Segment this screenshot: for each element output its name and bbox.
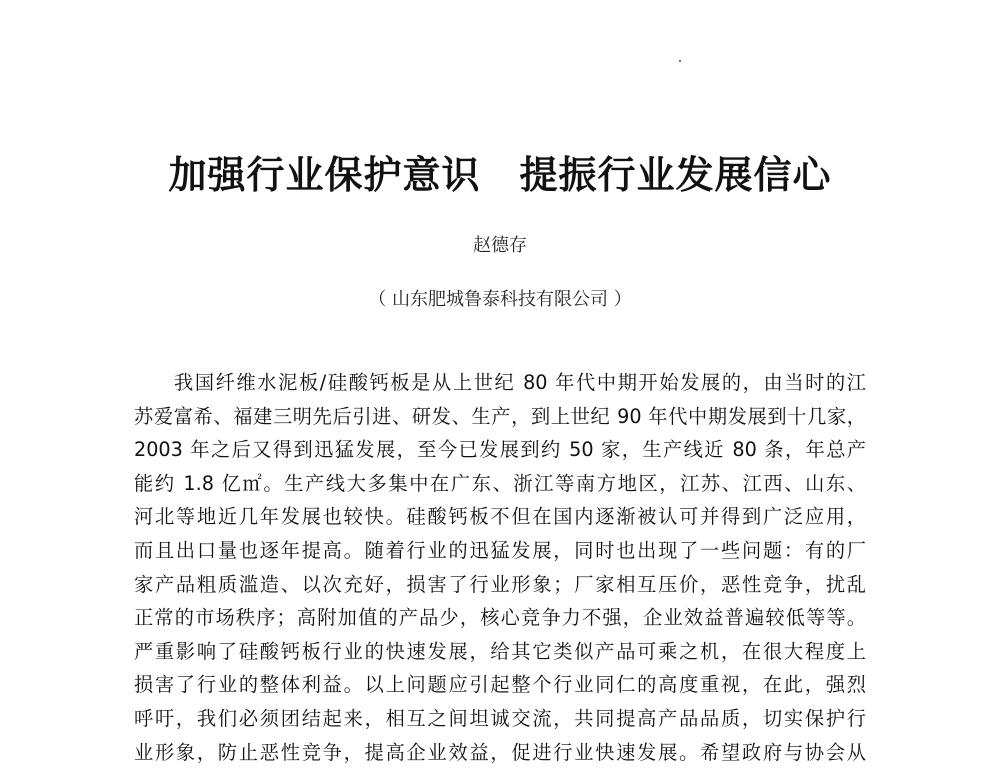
body-line: 苏爱富希、福建三明先后引进、研发、生产，到上世纪 90 年代中期发展到十几家， bbox=[134, 404, 866, 428]
body-line: 家产品粗质滥造、以次充好，损害了行业形象；厂家相互压价，恶性竞争，扰乱 bbox=[134, 572, 866, 596]
body-line: 河北等地近几年发展也较快。硅酸钙板不但在国内逐渐被认可并得到广泛应用， bbox=[134, 505, 866, 529]
speck-mark bbox=[679, 60, 681, 62]
body-line: 而且出口量也逐年提高。随着行业的迅猛发展，同时也出现了一些问题：有的厂 bbox=[134, 538, 866, 562]
body-line: 正常的市场秩序；高附加值的产品少，核心竞争力不强，企业效益普遍较低等等。 bbox=[134, 606, 866, 630]
body-line: 呼吁，我们必须团结起来，相互之间坦诚交流，共同提高产品品质，切实保护行 bbox=[134, 706, 866, 730]
author-name: 赵德存 bbox=[473, 235, 527, 256]
body-line: 能约 1.8 亿㎡。生产线大多集中在广东、浙江等南方地区，江苏、江西、山东、 bbox=[134, 471, 866, 495]
body-line: 损害了行业的整体利益。以上问题应引起整个行业同仁的高度重视，在此，强烈 bbox=[134, 673, 866, 697]
body-paragraph bbox=[134, 366, 866, 769]
body-line: 业形象，防止恶性竞争，提高企业效益，促进行业快速发展。希望政府与协会从 bbox=[134, 740, 866, 764]
body-line: 我国纤维水泥板/硅酸钙板是从上世纪 80 年代中期开始发展的，由当时的江 bbox=[174, 371, 866, 394]
body-line: 严重影响了硅酸钙板行业的快速发展，给其它类似产品可乘之机，在很大程度上 bbox=[134, 639, 866, 663]
article-title: 加强行业保护意识 提振行业发展信心 bbox=[168, 152, 832, 197]
body-line: 2003 年之后又得到迅猛发展，至今已发展到约 50 家，生产线近 80 条，年总产 bbox=[134, 438, 866, 462]
author-affiliation: （ 山东肥城鲁泰科技有限公司 ） bbox=[368, 289, 632, 310]
